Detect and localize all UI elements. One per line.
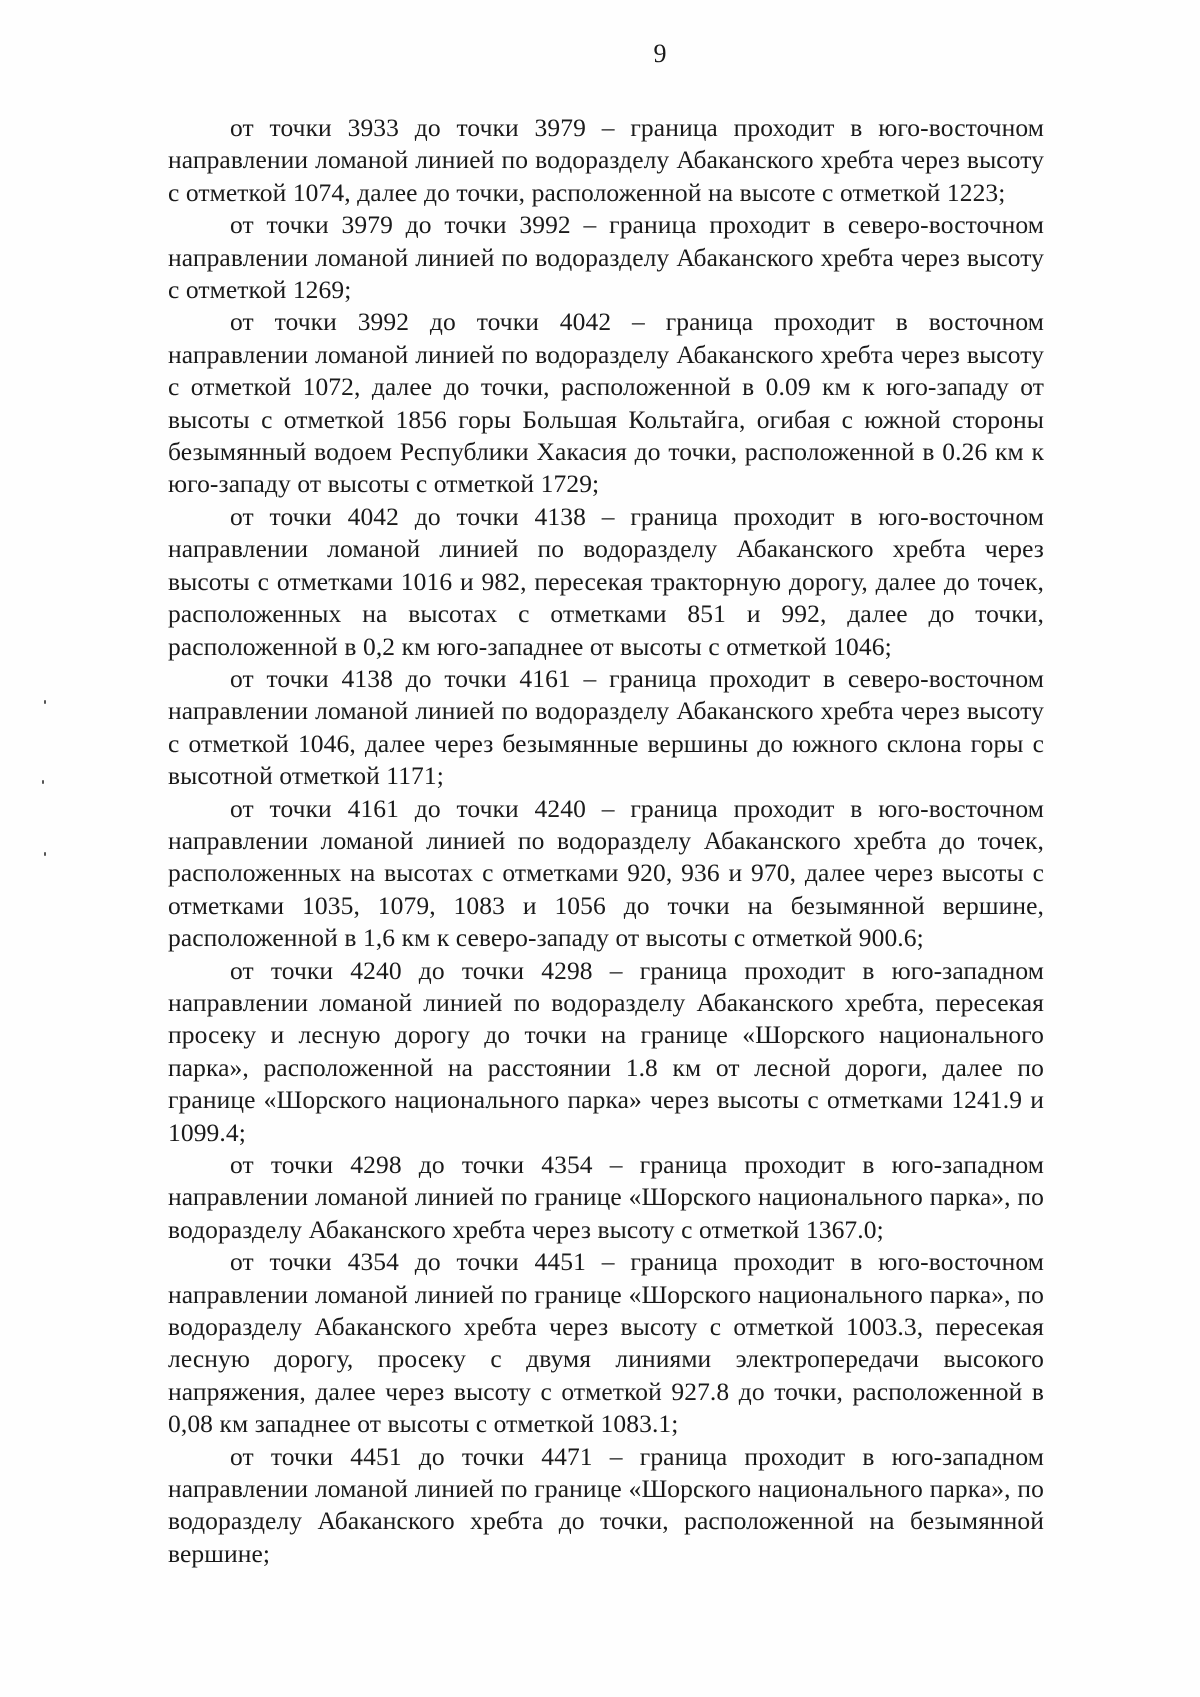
boundary-paragraph: от точки 4042 до точки 4138 – граница проходит в юго-восточном направлении ломаной линией по водоразделу Абаканского хребта через высоты с отметками 1016 и 982, пересекая тракторную дорогу, далее до точек, расположенных на высотах с отметками 851 и 992, далее до точки, расположенной в 0,2 км юго-западнее от высоты с отметкой 1046;	[168, 501, 1044, 661]
page-number: 9	[653, 39, 667, 68]
document-body	[168, 112, 1044, 1570]
boundary-paragraph: от точки 4451 до точки 4471 – граница проходит в юго-западном направлении ломаной линией по границе «Шорского национального парка», по водоразделу Абаканского хребта до точки, расположенной на безымянной вершине;	[168, 1441, 1044, 1568]
boundary-paragraph: от точки 3992 до точки 4042 – граница проходит в восточном направлении ломаной линией по водоразделу Абаканского хребта через высоту с отметкой 1072, далее до точки, расположенной в 0.09 км к юго-западу от высоты с отметкой 1856 горы Большая Кольтайга, огибая с южной стороны безымянный водоем Республики Хакасия до точки, расположенной в 0.26 км к юго-западу от высоты с отметкой 1729;	[168, 307, 1044, 499]
boundary-paragraph: от точки 3933 до точки 3979 – граница проходит в юго-восточном направлении ломаной линией по водоразделу Абаканского хребта через высоту с отметкой 1074, далее до точки, расположенной на высоте с отметкой 1223;	[168, 113, 1044, 207]
boundary-paragraph: от точки 4298 до точки 4354 – граница проходит в юго-западном направлении ломаной линией по границе «Шорского национального парка», по водоразделу Абаканского хребта через высоту с отметкой 1367.0;	[168, 1150, 1044, 1244]
scan-speck	[42, 780, 44, 784]
boundary-paragraph: от точки 4240 до точки 4298 – граница проходит в юго-западном направлении ломаной линией по водоразделу Абаканского хребта, пересекая просеку и лесную дорогу до точки на границе «Шорского национального парка», расположенной на расстоянии 1.8 км от лесной дороги, далее по границе «Шорского национального парка» через высоты с отметками 1241.9 и 1099.4;	[168, 955, 1044, 1147]
scan-speck	[44, 700, 46, 704]
scan-speck	[44, 852, 46, 856]
boundary-paragraph: от точки 4161 до точки 4240 – граница проходит в юго-восточном направлении ломаной линией по водоразделу Абаканского хребта до точек, расположенных на высотах с отметками 920, 936 и 970, далее через высоты с отметками 1035, 1079, 1083 и 1056 до точки на безымянной вершине, расположенной в 1,6 км к северо-западу от высоты с отметкой 900.6;	[168, 793, 1044, 953]
boundary-paragraph: от точки 4354 до точки 4451 – граница проходит в юго-восточном направлении ломаной линией по границе «Шорского национального парка», по водоразделу Абаканского хребта через высоту с отметкой 1003.3, пересекая лесную дорогу, просеку с двумя линиями электропередачи высокого напряжения, далее через высоту с отметкой 927.8 до точки, расположенной в 0,08 км западнее от высоты с отметкой 1083.1;	[168, 1247, 1044, 1439]
boundary-paragraph: от точки 4138 до точки 4161 – граница проходит в северо-восточном направлении ломаной линией по водоразделу Абаканского хребта через высоту с отметкой 1046, далее через безымянные вершины до южного склона горы с высотной отметкой 1171;	[168, 663, 1044, 791]
boundary-paragraph: от точки 3979 до точки 3992 – граница проходит в северо-восточном направлении ломаной линией по водоразделу Абаканского хребта через высоту с отметкой 1269;	[168, 210, 1044, 305]
